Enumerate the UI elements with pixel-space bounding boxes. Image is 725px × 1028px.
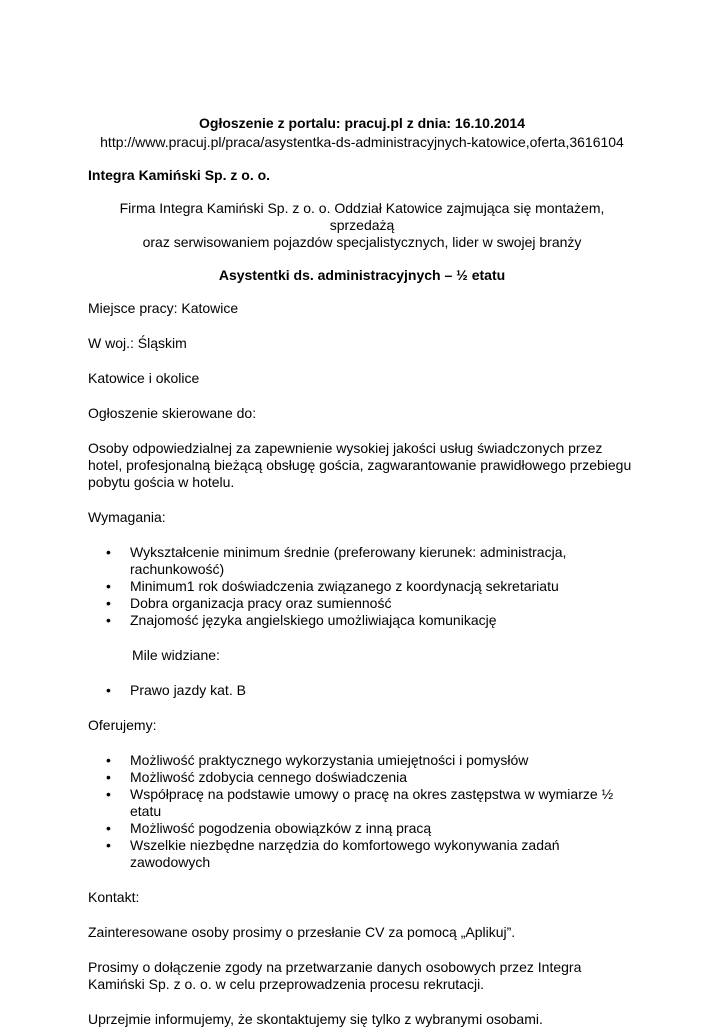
contact-notice-text: Uprzejmie informujemy, że skontaktujemy się tylko z wybranymi osobami. [88, 1011, 543, 1027]
bullet-icon: • [106, 837, 111, 853]
bullet-icon: • [106, 544, 111, 560]
list-item: • Wszelkie niezbędne narzędzia do komfortowego wykonywania zadań zawodowych [106, 837, 560, 870]
contact-consent-text: Prosimy o dołączenie zgody na przetwarzanie danych osobowych przez Integra Kamiński Sp. z o. o. w celu przeprowadzenia procesu rekrutacji. [88, 959, 582, 992]
bullet-icon: • [106, 612, 111, 628]
nice-to-have-list [88, 682, 636, 699]
source-url: http://www.pracuj.pl/praca/asystentka-ds-administracyjnych-katowice,oferta,3616104 [100, 134, 624, 150]
list-item: • Współpracę na podstawie umowy o pracę na okres zastępstwa w wymiarze ½ etatu [106, 786, 614, 819]
list-item: • Możliwość praktycznego wykorzystania umiejętności i pomysłów [106, 752, 529, 768]
list-item: • Możliwość pogodzenia obowiązków z inną pracą [106, 820, 432, 836]
work-area: Katowice i okolice [88, 370, 200, 386]
bullet-icon: • [106, 682, 111, 698]
bullet-icon: • [106, 595, 111, 611]
bullet-icon: • [106, 769, 111, 785]
offer-list [88, 752, 636, 871]
nice-to-have-heading: Mile widziane: [132, 647, 220, 663]
list-item: • Prawo jazdy kat. B [106, 682, 246, 698]
document-page [88, 115, 636, 1028]
company-description-line1: Firma Integra Kamiński Sp. z o. o. Oddział Katowice zajmująca się montażem, sprzedażą [119, 200, 605, 233]
list-item: • Znajomość języka angielskiego umożliwiająca komunikację [106, 612, 497, 628]
contact-heading: Kontakt: [88, 889, 140, 905]
bullet-icon: • [106, 820, 111, 836]
list-item: • Wykształcenie minimum średnie (preferowany kierunek: administracja, rachunkowość) [106, 544, 567, 577]
company-description-line2: oraz serwisowaniem pojazdów specjalistycznych, lider w swojej branży [142, 234, 582, 250]
list-item: • Dobra organizacja pracy oraz sumienność [106, 595, 392, 611]
contact-apply-text: Zainteresowane osoby prosimy o przesłanie CV za pomocą „Aplikuj”. [88, 924, 516, 940]
company-name: Integra Kamiński Sp. z o. o. [88, 167, 271, 183]
work-region: W woj.: Śląskim [88, 335, 187, 351]
target-description: Osoby odpowiedzialnej za zapewnienie wysokiej jakości usług świadczonych przez hotel, profesjonalną bieżącą obsługę gościa, zagwarantowanie prawidłowego przebiegu pobytu gościa w hotelu. [88, 440, 632, 490]
list-item: • Minimum1 rok doświadczenia związanego z koordynacją sekretariatu [106, 578, 559, 594]
target-heading: Ogłoszenie skierowane do: [88, 405, 257, 421]
bullet-icon: • [106, 786, 111, 802]
bullet-icon: • [106, 752, 111, 768]
job-title: Asystentki ds. administracyjnych – ½ etatu [218, 267, 506, 283]
bullet-icon: • [106, 578, 111, 594]
offer-heading: Oferujemy: [88, 717, 157, 733]
work-location: Miejsce pracy: Katowice [88, 300, 239, 316]
requirements-heading: Wymagania: [88, 509, 166, 525]
requirements-list [88, 544, 636, 629]
document-title: Ogłoszenie z portalu: pracuj.pl z dnia: 16.10.2014 [199, 115, 525, 131]
list-item: • Możliwość zdobycia cennego doświadczenia [106, 769, 408, 785]
